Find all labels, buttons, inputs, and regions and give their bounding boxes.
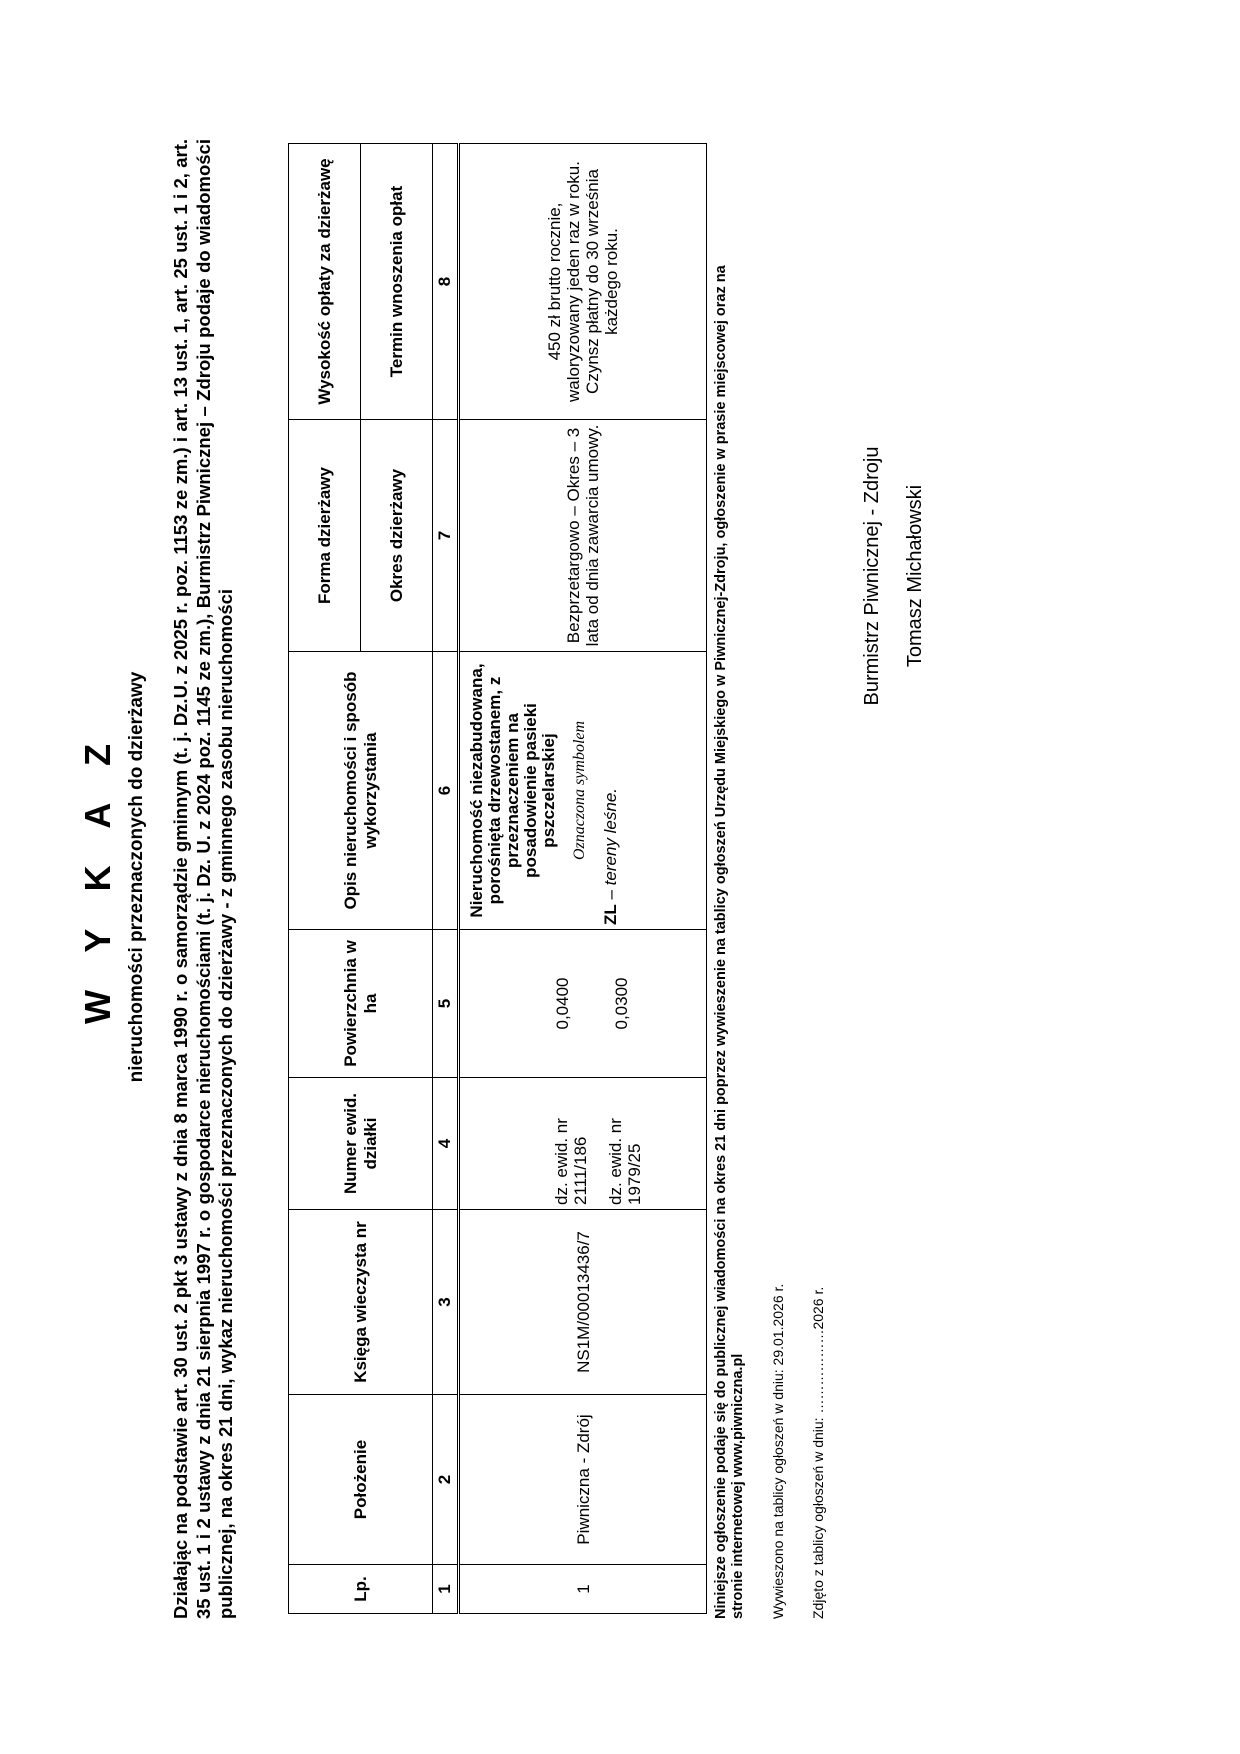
- document-subtitle: nieruchomości przeznaczonych do dzierżawy: [126, 671, 147, 1083]
- column-number: 2: [433, 1395, 459, 1565]
- column-number: 8: [433, 144, 459, 420]
- powierzchnia-2: 0,0300: [612, 977, 631, 1030]
- document-title: W Y K A Z: [77, 730, 118, 1025]
- header-termin-oplat: Termin wnoszenia opłat: [361, 144, 433, 420]
- opis-zl-text: – tereny leśne.: [601, 787, 620, 905]
- header-ksiega-wieczysta: Księga wieczysta nr: [289, 1210, 433, 1395]
- header-numer-dzialki: Numer ewid. działki: [289, 1078, 433, 1210]
- column-number: 7: [433, 420, 459, 652]
- signature-role: Burmistrz Piwnicznej - Zdroju: [861, 446, 883, 706]
- opis-zl: [601, 656, 620, 925]
- cell-oplata: 450 zł brutto rocznie, waloryzowany jeden raz w roku. Czynsz płatny do 30 września każdego roku.: [459, 144, 707, 420]
- dzialka-1: dz. ewid. nr 2111/186: [552, 1118, 590, 1205]
- publication-notice: Niniejsze ogłoszenie podaje się do publicznej wiadomości na okres 21 dni poprzez wywieszenie na tablicy ogłoszeń Urzędu Miejskiego w Piwnicznej-Zdroju, ogłoszenie w prasie miejscowej oraz na stronie internetowej www.piwniczna.pl: [713, 265, 746, 1619]
- opis-zl-code: ZL: [601, 904, 620, 925]
- column-number: 4: [433, 1078, 459, 1210]
- cell-powierzchnia: [459, 930, 707, 1078]
- cell-lp: 1: [459, 1565, 707, 1614]
- intro-paragraph: Działając na podstawie art. 30 ust. 2 pkt 3 ustawy z dnia 8 marca 1990 r. o samorządzie gminnym (t. j. Dz.U. z 2025 r. poz. 1153 ze zm.) i art. 13 ust. 1, art. 25 ust. 1 i 2, art. 35 ust. 1 i 2 ustawy z dnia 21 sierpnia 1997 r. o gospodarce nieruchomościami (t. j. Dz. U. z 2024 poz. 1145 ze zm.), Burmistrz Piwnicznej – Zdroju podaje do wiadomości publicznej, na okres 21 dni, wykaz nieruchomości przeznaczonych do dzierżawy - z gminnego zasobu nieruchomości: [170, 139, 236, 1619]
- header-powierzchnia: Powierzchnia w ha: [289, 930, 433, 1078]
- cell-polozenie: Piwniczna - Zdrój: [459, 1395, 707, 1565]
- dzialka-2: dz. ewid. nr 1979/25: [606, 1118, 644, 1205]
- removed-date: Zdjęto z tablicy ogłoszeń w dniu: ………………2026 r.: [810, 1286, 826, 1619]
- powierzchnia-1: 0,0400: [553, 977, 572, 1030]
- cell-forma-okres: Bezprzetargowo – Okres – 3 lata od dnia zawarcia umowy.: [459, 420, 707, 652]
- header-forma-dzierzawy: Forma dzierżawy: [289, 420, 361, 652]
- property-table: [288, 143, 707, 1614]
- cell-numer-dzialki: [459, 1078, 707, 1210]
- column-number: 1: [433, 1565, 459, 1614]
- opis-symbol: Oznaczona symbolem: [571, 720, 588, 861]
- column-number: 3: [433, 1210, 459, 1395]
- posted-date: Wywieszono na tablicy ogłoszeń w dniu: 29.01.2026 r.: [770, 1283, 786, 1619]
- cell-opis: [459, 652, 707, 930]
- column-number: 6: [433, 652, 459, 930]
- header-wysokosc-oplaty: Wysokość opłaty za dzierżawę: [289, 144, 361, 420]
- column-number: 5: [433, 930, 459, 1078]
- header-polozenie: Położenie: [289, 1395, 433, 1565]
- table-row: [459, 144, 707, 1614]
- header-okres-dzierzawy: Okres dzierżawy: [361, 420, 433, 652]
- cell-ksiega-wieczysta: NS1M/00013436/7: [459, 1210, 707, 1395]
- signature-name: Tomasz Michałowski: [904, 484, 926, 668]
- opis-text: Nieruchomość niezabudowana, porośnięta drzewostanem, z przeznaczeniem na posadowienie pasieki pszczelarskiej: [467, 663, 558, 918]
- column-number-row: [433, 144, 459, 1614]
- header-opis: Opis nieruchomości i sposób wykorzystania: [289, 652, 433, 930]
- header-lp: Lp.: [289, 1565, 433, 1614]
